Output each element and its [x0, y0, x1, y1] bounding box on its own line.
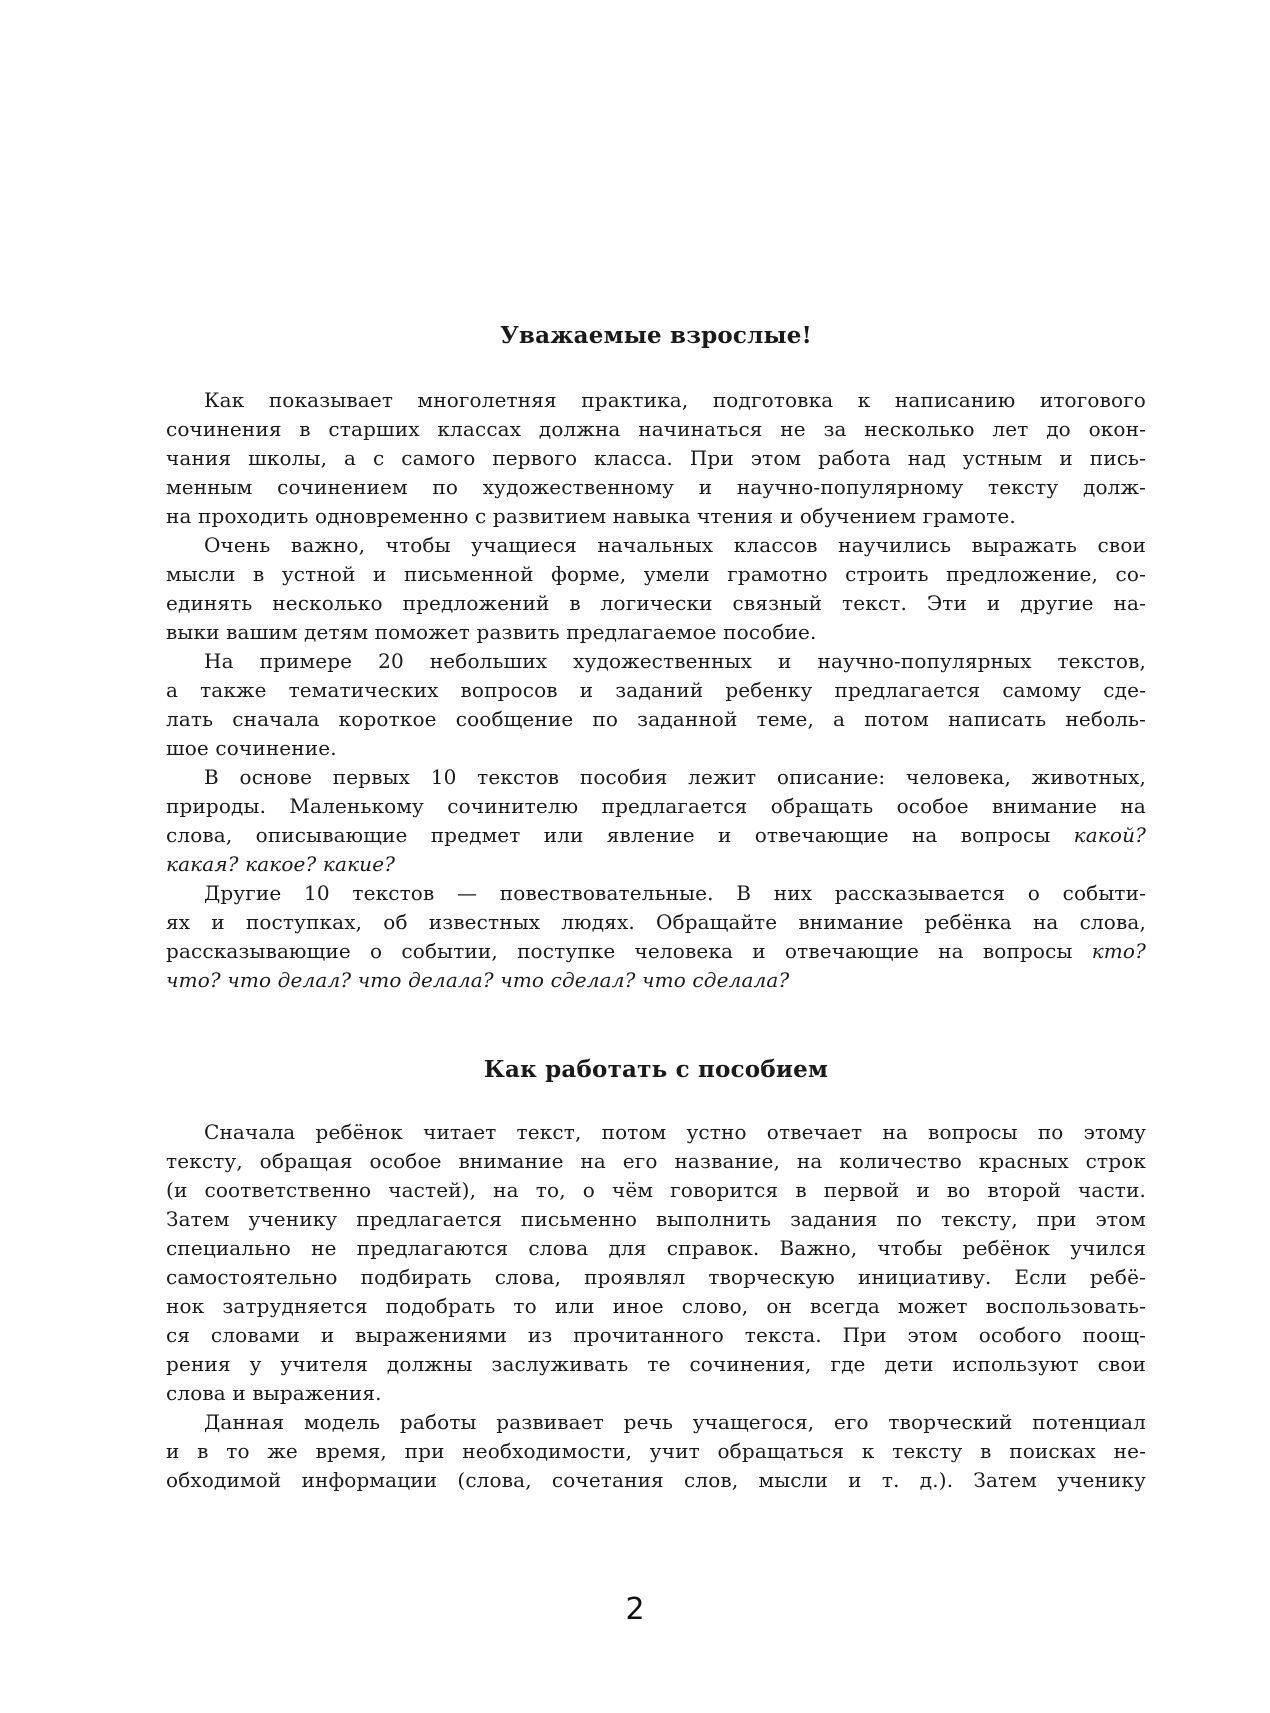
line-text: специально не предлагаются слова для справок. Важно, чтобы ребёнок учился — [166, 1236, 1146, 1260]
section-heading: Как работать с пособием — [483, 1056, 829, 1083]
line-text: На примере 20 небольших художественных и научно-популярных текстов, — [204, 649, 1146, 673]
text-line — [166, 1350, 1146, 1379]
line-text: Другие 10 текстов — повествовательные. В них рассказывается о событи- — [204, 881, 1146, 905]
text-line — [166, 618, 1146, 647]
text-line — [166, 1118, 1146, 1147]
section-body — [166, 1118, 1146, 1495]
italic-question-words: какая? какое? какие? — [166, 852, 396, 876]
line-text: мысли в устной и письменной форме, умели грамотно строить предложение, со- — [166, 562, 1146, 586]
text-line — [166, 879, 1146, 908]
italic-question-words: кто? — [1091, 939, 1146, 963]
text-line — [166, 444, 1146, 473]
text-line — [166, 908, 1146, 937]
text-line — [166, 1408, 1146, 1437]
text-line — [166, 589, 1146, 618]
line-text: (и соответственно частей), на то, о чём говорится в первой и во второй части. — [166, 1178, 1146, 1202]
text-line — [166, 1321, 1146, 1350]
line-text: и в то же время, при необходимости, учит обращаться к тексту в поисках не- — [166, 1439, 1146, 1463]
italic-question-words: какой? — [1073, 823, 1146, 847]
line-text: рения у учителя должны заслуживать те сочинения, где дети используют свои — [166, 1352, 1146, 1376]
text-line — [166, 705, 1146, 734]
line-text: сочинения в старших классах должна начинаться не за несколько лет до окон- — [166, 417, 1146, 441]
line-text: природы. Маленькому сочинителю предлагается обращать особое внимание на — [166, 794, 1146, 818]
italic-question-words: что? что делал? что делала? что сделал? что сделала? — [166, 968, 790, 992]
section-body — [166, 386, 1146, 995]
line-text: менным сочинением по художественному и научно-популярному тексту долж- — [166, 475, 1146, 499]
line-text: обходимой информации (слова, сочетания слов, мысли и т. д.). Затем ученику — [166, 1468, 1146, 1492]
line-text: Сначала ребёнок читает текст, потом устно отвечает на вопросы по этому — [204, 1120, 1146, 1144]
text-line — [166, 531, 1146, 560]
section-heading: Уважаемые взрослые! — [500, 322, 812, 349]
line-text: Данная модель работы развивает речь учащегося, его творческий потенциал — [204, 1410, 1146, 1434]
text-line — [166, 647, 1146, 676]
line-text: а также тематических вопросов и заданий ребенку предлагается самому сде- — [166, 678, 1146, 702]
text-line — [166, 1176, 1146, 1205]
line-text: В основе первых 10 текстов пособия лежит описание: человека, животных, — [204, 765, 1146, 789]
text-line — [166, 1234, 1146, 1263]
text-line — [166, 560, 1146, 589]
text-line — [166, 821, 1146, 850]
text-line — [166, 473, 1146, 502]
text-line — [166, 676, 1146, 705]
text-line — [166, 1205, 1146, 1234]
text-line — [166, 850, 1146, 879]
text-line — [166, 1466, 1146, 1495]
line-text: ся словами и выражениями из прочитанного текста. При этом особого поощ- — [166, 1323, 1146, 1347]
text-line — [166, 1147, 1146, 1176]
text-line — [166, 415, 1146, 444]
line-text: Очень важно, чтобы учащиеся начальных классов научились выражать свои — [204, 533, 1146, 557]
line-text: слова, описывающие предмет или явление и отвечающие на вопросы — [166, 823, 1074, 847]
section-dear-adults — [166, 322, 1146, 995]
text-line — [166, 763, 1146, 792]
text-line — [166, 966, 1146, 995]
text-line — [166, 937, 1146, 966]
line-text: ях и поступках, об известных людях. Обращайте внимание ребёнка на слова, — [166, 910, 1146, 934]
line-text: Как показывает многолетняя практика, подготовка к написанию итогового — [204, 388, 1146, 412]
text-line — [166, 386, 1146, 415]
line-text: на проходить одновременно с развитием навыка чтения и обучением грамоте. — [166, 504, 1016, 528]
text-line — [166, 1379, 1146, 1408]
text-line — [166, 1292, 1146, 1321]
line-text: слова и выражения. — [166, 1381, 382, 1405]
line-text: нок затрудняется подобрать то или иное слово, он всегда может воспользовать- — [166, 1294, 1146, 1318]
line-text: шое сочинение. — [166, 736, 337, 760]
text-line — [166, 1263, 1146, 1292]
line-text: лать сначала короткое сообщение по заданной теме, а потом написать неболь- — [166, 707, 1146, 731]
line-text: Затем ученику предлагается письменно выполнить задания по тексту, при этом — [166, 1207, 1146, 1231]
text-line — [166, 1437, 1146, 1466]
line-text: единять несколько предложений в логически связный текст. Эти и другие на- — [166, 591, 1146, 615]
line-text: самостоятельно подбирать слова, проявлял творческую инициативу. Если ребё- — [166, 1265, 1146, 1289]
section-how-to-use — [166, 1056, 1146, 1495]
line-text: тексту, обращая особое внимание на его название, на количество красных строк — [166, 1149, 1146, 1173]
page-number: 2 — [625, 1592, 645, 1627]
text-line — [166, 734, 1146, 763]
text-line — [166, 792, 1146, 821]
text-line — [166, 502, 1146, 531]
line-text: чания школы, а с самого первого класса. При этом работа над устным и пись- — [166, 446, 1146, 470]
line-text: выки вашим детям поможет развить предлагаемое пособие. — [166, 620, 817, 644]
line-text: рассказывающие о событии, поступке человека и отвечающие на вопросы — [166, 939, 1092, 963]
